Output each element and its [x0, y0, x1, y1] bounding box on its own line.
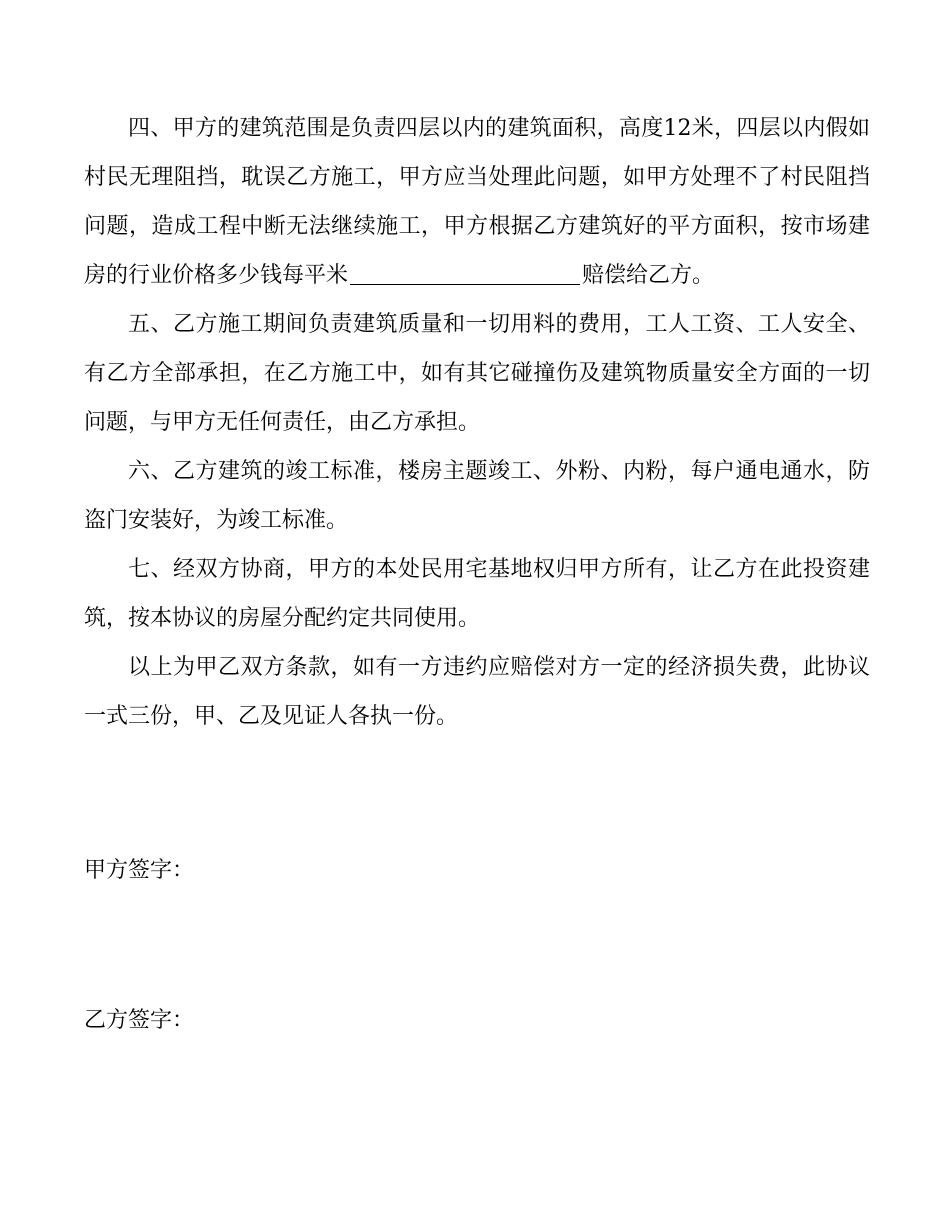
- party-a-signature-label: 甲方签字：: [84, 858, 195, 883]
- price-blank-field: [350, 262, 580, 285]
- closing-clause: 以上为甲乙双方条款，如有一方违约应赔偿对方一定的经济损失费，此协议一式三份，甲、乙及见证人各执一份。: [84, 655, 870, 729]
- party-b-signature-label: 乙方签字：: [84, 1008, 195, 1033]
- clause-six: 六、乙方建筑的竣工标准，楼房主题竣工、外粉、内粉，每户通电通水，防盗门安装好，为竣工标准。: [84, 459, 870, 533]
- clause-four-tail: 赔偿给乙方。: [582, 263, 715, 288]
- document-body: [84, 104, 870, 741]
- clause-five: 五、乙方施工期间负责建筑质量和一切用料的费用，工人工资、工人安全、有乙方全部承担，在乙方施工中，如有其它碰撞伤及建筑物质量安全方面的一切问题，与甲方无任何责任，由乙方承担。: [84, 312, 870, 435]
- clause-four: [84, 104, 870, 300]
- clause-four-text: 四、甲方的建筑范围是负责四层以内的建筑面积，高度12米，四层以内假如村民无理阻挡，耽误乙方施工，甲方应当处理此问题，如甲方处理不了村民阻挡问题，造成工程中断无法继续施工，甲方根据乙方建筑好的平方面积，按市场建房的行业价格多少钱每平米: [84, 116, 870, 288]
- clause-seven: 七、经双方协商，甲方的本处民用宅基地权归甲方所有，让乙方在此投资建筑，按本协议的房屋分配约定共同使用。: [84, 557, 870, 631]
